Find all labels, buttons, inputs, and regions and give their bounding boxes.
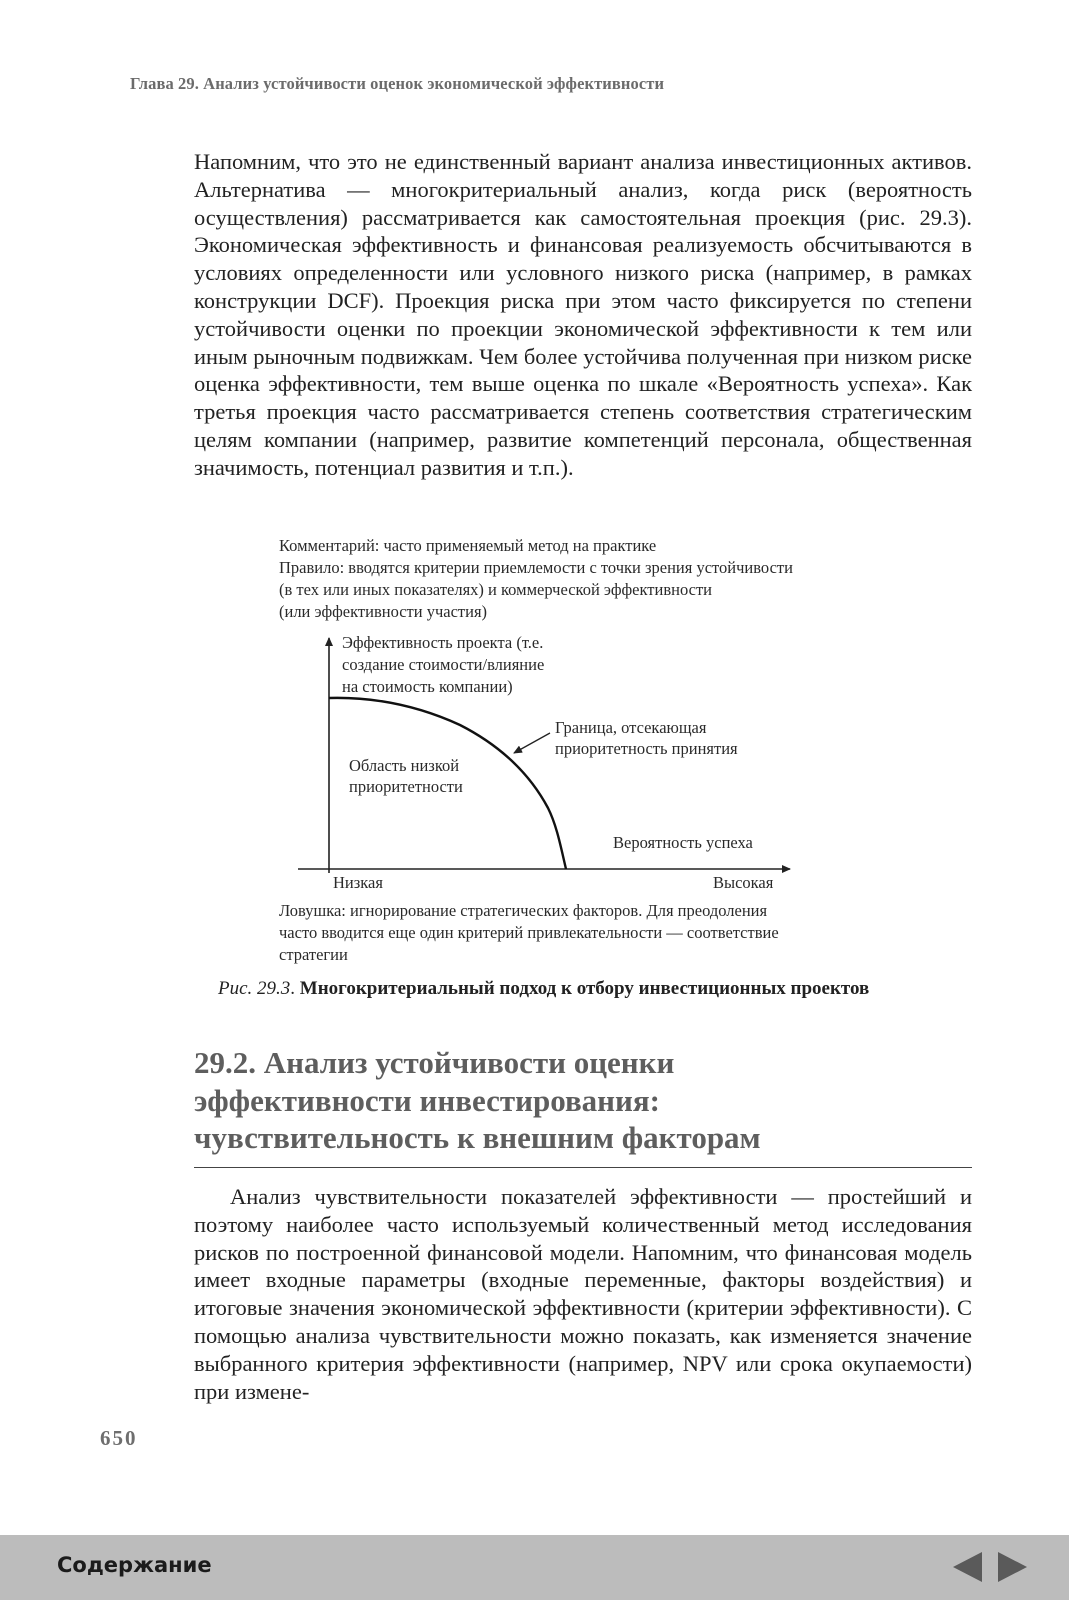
previous-page-button[interactable] (952, 1551, 984, 1583)
section-heading (194, 1044, 972, 1157)
note-line: Комментарий: часто применяемый метод на практике (279, 536, 657, 555)
navigation-bar (0, 1535, 1069, 1600)
running-head: Глава 29. Анализ устойчивости оценок экономической эффективности (130, 74, 665, 93)
x-axis-high-label: Высокая (713, 873, 774, 892)
heading-line: 29.2. Анализ устойчивости оценки (194, 1045, 675, 1080)
pointer-line (514, 733, 550, 753)
figure-number: Рис. 29.3 (218, 978, 291, 999)
heading-line: чувствительность к внешним факторам (194, 1120, 761, 1155)
next-page-button[interactable] (996, 1551, 1028, 1583)
body-paragraph-2 (194, 1183, 972, 1405)
section-divider (194, 1167, 972, 1168)
note-line: Правило: вводятся критерии приемлемости с точки зрения устойчивости (279, 558, 793, 577)
triangle-right-icon (996, 1551, 1028, 1583)
contents-link[interactable]: Содержание (57, 1553, 212, 1577)
figure-caption (218, 978, 869, 1000)
paragraph-text: Анализ чувствительности показателей эффективности — простейший и поэтому наиболее часто используемый количественный метод исследования рисков по построенной финансовой модели. Напомним, что финансовая модель имеет входные параметры (входные переменные, факторы воздействия) и итоговые значения экономической эффективности (критерии эффективности). С помощью анализа чувствительности можно показать, как изменяется значение выбранного критерия эффективности (например, NPV или срока окупаемости) при измене- (194, 1184, 972, 1404)
page-number: 650 (100, 1426, 138, 1450)
note-line: часто вводится еще один критерий привлекательности — соответствие (279, 923, 779, 942)
caption-separator: . (290, 978, 300, 999)
x-axis-low-label: Низкая (333, 873, 383, 892)
note-line: стратегии (279, 945, 348, 964)
triangle-left-icon (952, 1551, 984, 1583)
y-axis-label: Эффективность проекта (т.е. создание стоимости/влияние на стоимость компании) (342, 633, 545, 696)
note-line: (в тех или иных показателях) и коммерческой эффективности (279, 580, 712, 599)
curve-label: Граница, отсекающая приоритетность принятия (555, 718, 738, 758)
paragraph-text: Напомним, что это не единственный вариант анализа инвестиционных активов. Альтернатива — многокритериальный анализ, когда риск (вероятность осуществления) рассматривается как самостоятельная проекция (рис. 29.3). Экономическая эффективность и финансовая реализуемость обсчитываются в условиях определенности или условного низкого риска (например, в рамках конструкции DCF). Проекция риска при этом часто фиксируется по степени устойчивости оценки по проекции экономической эффективности к тем или иным рыночным подвижкам. Чем более устойчива полученная при низком риске оценка эффективности, тем выше оценка по шкале «Вероятность успеха». Как третья проекция часто рассматривается степень соответствия стратегическим целям компании (например, развитие компетенций персонала, общественная значимость, потенциал развития и т.п.). (194, 149, 972, 480)
heading-line: эффективности инвестирования: (194, 1082, 660, 1118)
figure-title: Многокритериальный подход к отбору инвестиционных проектов (299, 978, 870, 999)
region-label: Область низкой приоритетности (349, 756, 463, 796)
figure-note-bottom (279, 900, 779, 966)
note-line: (или эффективности участия) (279, 602, 488, 621)
x-axis-label: Вероятность успеха (613, 833, 753, 852)
note-line: Ловушка: игнорирование стратегических факторов. Для преодоления (279, 901, 768, 920)
